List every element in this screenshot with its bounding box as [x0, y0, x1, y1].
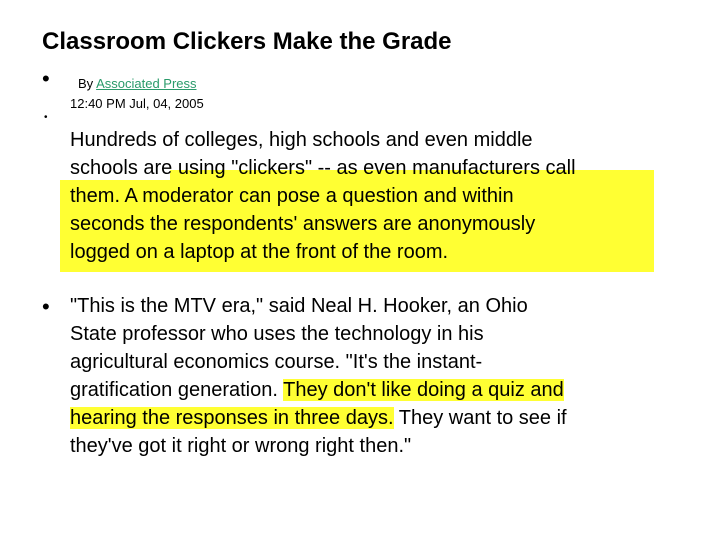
- paragraph-2-line: [70, 376, 567, 404]
- byline-prefix: By: [78, 76, 97, 91]
- bullet-marker: •: [42, 294, 50, 319]
- minor-bullet-marker: •: [44, 112, 48, 123]
- paragraph-2-line: [70, 404, 567, 432]
- paragraph-2-line: they've got it right or wrong right then.": [70, 435, 412, 457]
- highlighted-text: hearing the responses in three days.: [70, 407, 394, 429]
- paragraph-2-line: "This is the MTV era," said Neal H. Hooker, an Ohio: [70, 295, 528, 317]
- highlighted-text: They don't like doing a quiz and: [283, 379, 564, 401]
- paragraph-1-line: logged on a laptop at the front of the room.: [70, 241, 449, 263]
- byline-link[interactable]: Associated Press: [96, 76, 197, 91]
- paragraph-1: [70, 126, 576, 266]
- plain-text: gratification generation.: [70, 379, 284, 401]
- paragraph-1-line: Hundreds of colleges, high schools and even middle: [70, 129, 533, 151]
- bullet-marker: •: [42, 66, 50, 91]
- paragraph-1-line: seconds the respondents' answers are anonymously: [70, 213, 536, 235]
- paragraph-2-line: agricultural economics course. "It's the instant-: [70, 351, 483, 373]
- paragraph-1-line: schools are using "clickers" -- as even manufacturers call: [70, 157, 576, 179]
- paragraph-1-line: them. A moderator can pose a question and within: [70, 185, 514, 207]
- slide-title: Classroom Clickers Make the Grade: [42, 28, 452, 55]
- paragraph-2-line: State professor who uses the technology in his: [70, 323, 484, 345]
- paragraph-2: [70, 292, 567, 460]
- plain-text: They want to see if: [393, 407, 567, 429]
- timestamp: 12:40 PM Jul, 04, 2005: [70, 96, 204, 111]
- byline: [78, 76, 197, 91]
